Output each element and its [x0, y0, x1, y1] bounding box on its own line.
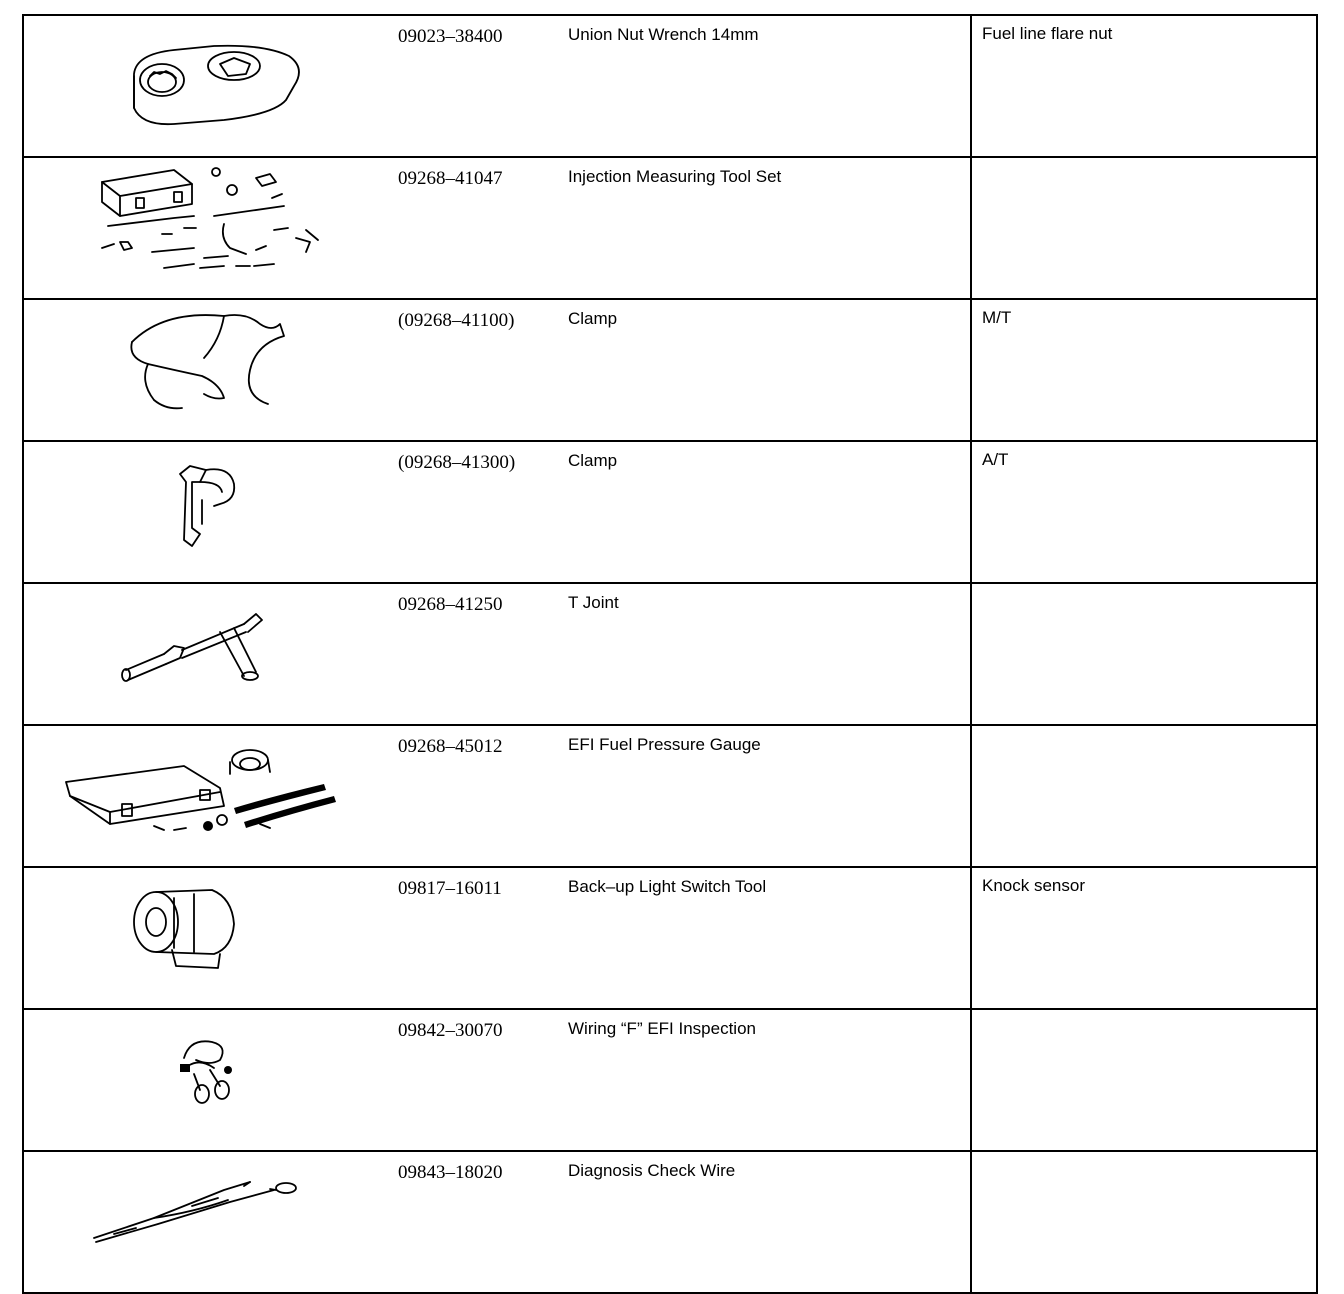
tool-cell [23, 583, 971, 725]
tool-cell [23, 441, 971, 583]
part-number: 09268–41250 [398, 594, 503, 615]
part-number: (09268–41100) [398, 310, 515, 331]
special-service-tools-table [22, 14, 1318, 1294]
part-number: 09842–30070 [398, 1020, 503, 1041]
part-number: 09268–41047 [398, 168, 503, 189]
efi-fuel-pressure-gauge-icon [24, 726, 396, 850]
table-row [23, 867, 1317, 1009]
table-row [23, 725, 1317, 867]
backup-light-switch-tool-icon [24, 868, 396, 992]
wiring-f-efi-inspection-icon [24, 1010, 396, 1134]
tool-name: Clamp [568, 309, 618, 328]
tool-name: Union Nut Wrench 14mm [568, 25, 759, 44]
tool-name: Wiring “F” EFI Inspection [568, 1019, 756, 1038]
table-row [23, 157, 1317, 299]
tool-cell [23, 157, 971, 299]
tool-name: Diagnosis Check Wire [568, 1161, 736, 1180]
tool-cell [23, 725, 971, 867]
union-nut-wrench-icon [24, 16, 396, 140]
tool-cell [23, 867, 971, 1009]
tool-cell [23, 15, 971, 157]
tool-cell [23, 299, 971, 441]
tool-name: Clamp [568, 451, 618, 470]
part-number: (09268–41300) [398, 452, 516, 473]
part-number: 09843–18020 [398, 1162, 503, 1183]
tool-cell [23, 1151, 971, 1293]
clamp-mt-icon [24, 300, 396, 424]
remark-cell: A/T [971, 441, 1317, 583]
table-row [23, 1009, 1317, 1151]
table-row [23, 1151, 1317, 1293]
remark-cell: Knock sensor [971, 867, 1317, 1009]
table-row [23, 441, 1317, 583]
remark-cell [971, 1151, 1317, 1293]
tool-name: Injection Measuring Tool Set [568, 167, 782, 186]
remark-cell [971, 583, 1317, 725]
remark-cell: M/T [971, 299, 1317, 441]
diagnosis-check-wire-icon [24, 1152, 396, 1276]
table-row [23, 299, 1317, 441]
table-row [23, 15, 1317, 157]
table-row [23, 583, 1317, 725]
clamp-at-icon [24, 442, 396, 566]
injection-measuring-tool-set-icon [24, 158, 396, 282]
tool-cell [23, 1009, 971, 1151]
remark-cell [971, 157, 1317, 299]
remark-cell [971, 1009, 1317, 1151]
t-joint-icon [24, 584, 396, 708]
remark-cell [971, 725, 1317, 867]
part-number: 09023–38400 [398, 26, 503, 47]
tool-name: T Joint [568, 593, 619, 612]
part-number: 09268–45012 [398, 736, 503, 757]
part-number: 09817–16011 [398, 878, 502, 899]
remark-cell: Fuel line flare nut [971, 15, 1317, 157]
tool-name: EFI Fuel Pressure Gauge [568, 735, 761, 754]
tool-name: Back–up Light Switch Tool [568, 877, 767, 896]
